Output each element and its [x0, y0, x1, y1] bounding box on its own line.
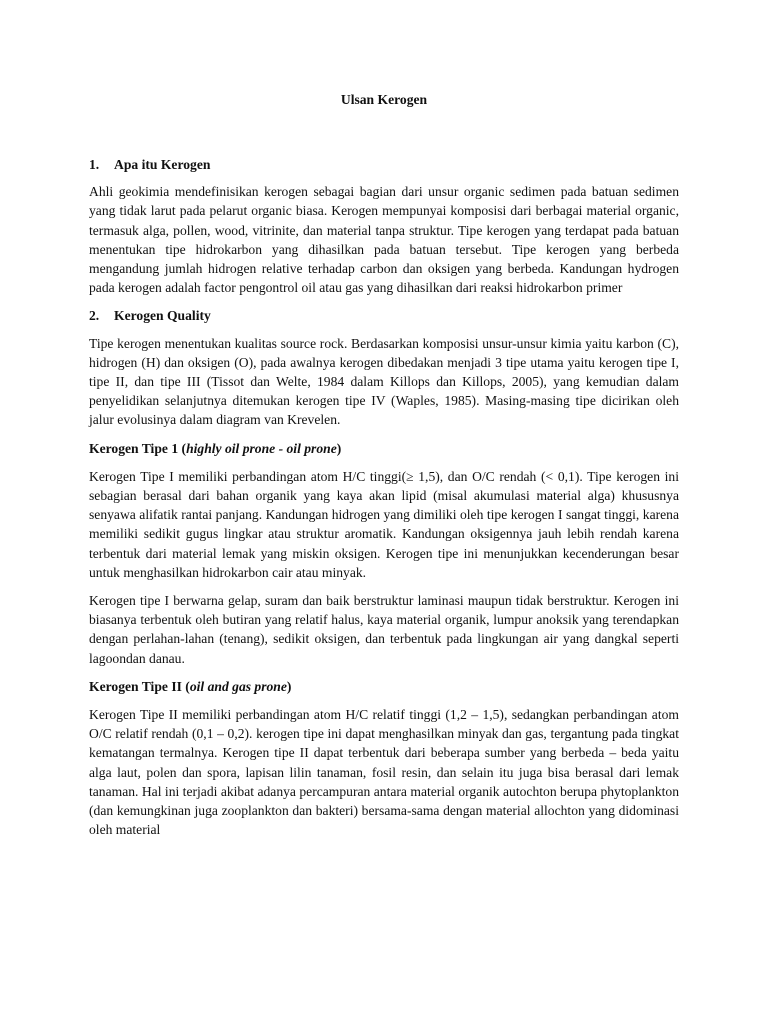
kerogen-tipe-1-heading-prefix: Kerogen Tipe 1 (: [89, 440, 187, 456]
kerogen-tipe-1-paragraph-2: Kerogen tipe I berwarna gelap, suram dan baik berstruktur laminasi maupun tidak berstruktur. Kerogen ini biasanya terbentuk oleh butiran yang relatif halus, kaya material organik, lumpur anoksik yang terendapkan dengan perlahan-lahan (tenang), sedikit oksigen, dan terbentuk pada lingkungan air yang dangkal seperti lagoondan danau.: [89, 593, 679, 666]
kerogen-tipe-1-heading: [89, 439, 679, 458]
section-1-paragraph: Ahli geokimia mendefinisikan kerogen sebagai bagian dari unsur organic sedimen pada batuan sedimen yang tidak larut pada pelarut organic biasa. Kerogen mempunyai komposisi dari berbagai material organic, termasuk alga, pollen, wood, vitrinite, dan material tanpa struktur. Tipe kerogen yang terdapat pada batuan menentukan tipe hidrokarbon yang dihasilkan pada batuan tersebut. Tipe kerogen yang berbeda mengandung jumlah hidrogen relative terhadap carbon dan oksigen yang berbeda. Kandungan hydrogen pada kerogen adalah factor pengontrol oil atau gas yang dihasilkan dari reaksi hidrokarbon primer: [89, 184, 679, 296]
kerogen-tipe-1-heading-suffix: ): [336, 440, 342, 456]
section-1-heading-text: Apa itu Kerogen: [114, 157, 211, 172]
section-2-paragraph: Tipe kerogen menentukan kualitas source rock. Berdasarkan komposisi unsur-unsur kimia yaitu karbon (C), hidrogen (H) dan oksigen (O), pada awalnya kerogen dibedakan menjadi 3 tipe utama yaitu kerogen tipe I, tipe II, dan tipe III (Tissot dan Welte, 1984 dalam Killops dan Killops, 2005), yang kemudian dalam penyelidikan selanjutnya ditemukan kerogen tipe IV (Waples, 1985). Masing-masing tipe dicirikan oleh jalur evolusinya dalam diagram van Krevelen.: [89, 335, 679, 428]
kerogen-tipe-2-paragraph-1: Kerogen Tipe II memiliki perbandingan atom H/C relatif tinggi (1,2 – 1,5), sedangkan perbandingan atom O/C relatif rendah (0,1 – 0,2). kerogen tipe ini dapat menghasilkan minyak dan gas, tergantung pada tingkat kematangan termalnya. Kerogen tipe II dapat terbentuk dari beberapa sumber yang berbeda – beda yaitu alga laut, polen dan spora, lapisan lilin tanaman, fosil resin, dan selain itu juga bisa berasal dari lemak tanaman. Hal ini terjadi akibat adanya percampuran antara material organik autochton berupa phytoplankton (dan kemungkinan juga zooplankton dan bakteri) bersama-sama dengan material allochton yang didominasi oleh material: [89, 707, 679, 838]
kerogen-tipe-2-heading: [89, 677, 679, 696]
section-2-number: 2.: [89, 308, 100, 324]
document-title: Ulsan Kerogen: [340, 92, 428, 107]
kerogen-tipe-1-heading-italic: highly oil prone - oil prone: [186, 440, 337, 456]
section-2-heading: [89, 306, 679, 325]
kerogen-tipe-2-heading-suffix: ): [286, 678, 292, 694]
kerogen-tipe-2-heading-prefix: Kerogen Tipe II (: [89, 678, 190, 694]
kerogen-tipe-2-heading-italic: oil and gas prone: [189, 678, 287, 694]
section-1-heading: [89, 155, 679, 174]
kerogen-tipe-1-paragraph-1: Kerogen Tipe I memiliki perbandingan atom H/C tinggi(≥ 1,5), dan O/C rendah (< 0,1). Tipe kerogen ini sebagian berasal dari bahan organik yang kaya akan lipid (misal akumulasi material alga) khususnya senyawa alifatik rantai panjang. Kandungan hidrogen yang dimiliki oleh tipe kerogen I sangat tinggi, karena memiliki sedikit gugus lingkar atau struktur aromatik. Kandungan oksigennya jauh lebih rendah karena terbentuk dari material lemak yang miskin oksigen. Kerogen tipe ini menunjukkan kecenderungan besar untuk menghasilkan hidrokarbon cair atau minyak.: [89, 468, 679, 580]
section-2-heading-text: Kerogen Quality: [114, 308, 211, 324]
section-1-number: 1.: [89, 157, 100, 172]
